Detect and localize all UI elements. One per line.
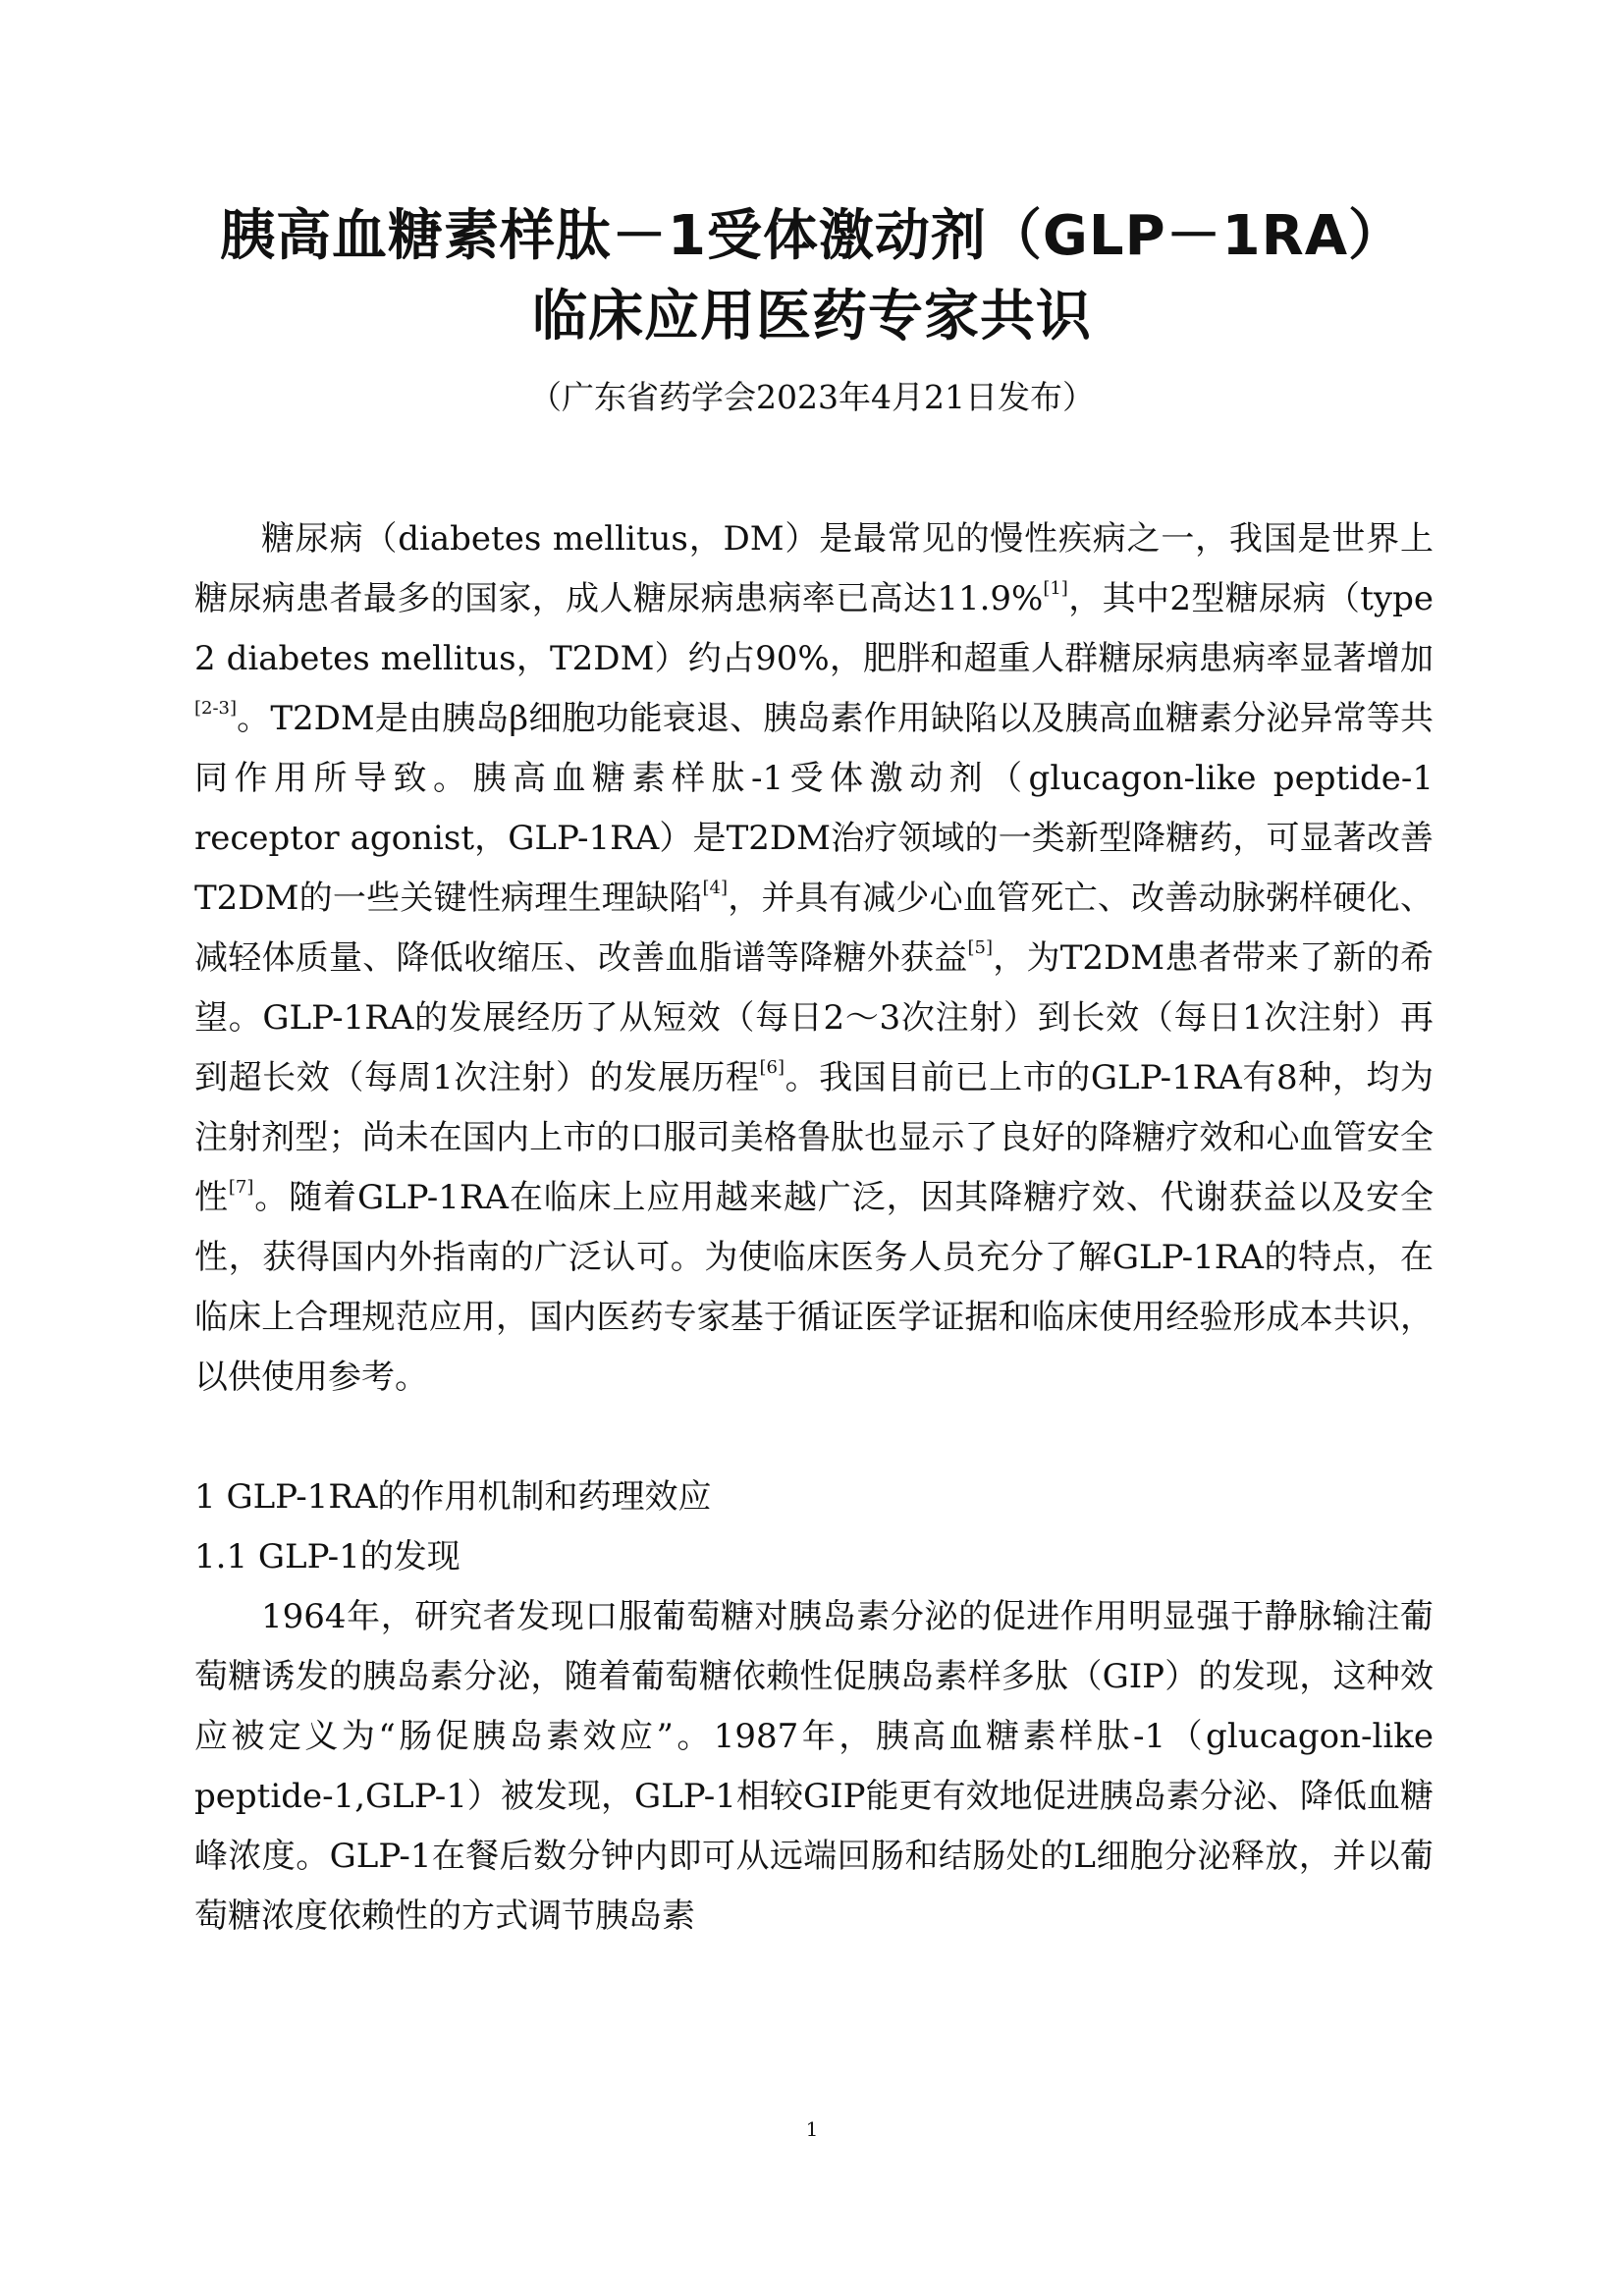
intro-text-2: ，其中2型糖尿病（type 2 diabetes mellitus，T2DM）约占90%，肥胖和超重人群糖尿病患病率显著增加: [194, 579, 1434, 678]
section-1-1-heading: 1.1 GLP-1的发现: [194, 1537, 460, 1576]
citation-1: [1]: [1043, 577, 1068, 599]
citation-7: [7]: [228, 1176, 254, 1198]
document-body: [194, 509, 1434, 1947]
document-subtitle: （广东省药学会2023年4月21日发布）: [529, 378, 1095, 416]
paragraph-spacer: [194, 1408, 1434, 1468]
citation-5: [5]: [967, 936, 993, 958]
intro-text-3: 。T2DM是由胰岛β细胞功能衰退、胰岛素作用缺陷以及胰高血糖素分泌异常等共同作用所导致。胰高血糖素样肽-1受体激动剂（glucagon-like peptide-1 receptor agonist，GLP-1RA）是T2DM治疗领域的一类新型降糖药，可显著改善T2DM的一些关键性病理生理缺陷: [194, 699, 1434, 918]
document-title-line-1: 胰高血糖素样肽－1受体激动剂（GLP－1RA）: [219, 204, 1405, 268]
intro-text-1: 糖尿病（diabetes mellitus，DM）是最常见的慢性疾病之一，我国是世界上糖尿病患者最多的国家，成人糖尿病患病率已高达11.9%: [194, 519, 1434, 618]
citation-2-3: [2-3]: [194, 697, 238, 719]
section-1-heading: 1 GLP-1RA的作用机制和药理效应: [194, 1477, 712, 1517]
page-number: 1: [805, 2117, 819, 2141]
document-title-line-2: 临床应用医药专家共识: [532, 285, 1092, 348]
intro-text-7: 。随着GLP-1RA在临床上应用越来越广泛，因其降糖疗效、代谢获益以及安全性，获得国内外指南的广泛认可。为使临床医务人员充分了解GLP-1RA的特点，在临床上合理规范应用，国内医药专家基于循证医学证据和临床使用经验形成本共识，以供使用参考。: [194, 1178, 1434, 1397]
intro-text-4: ，并具有减少心血管死亡、改善动脉粥样硬化、减轻体质量、降低收缩压、改善血脂谱等降糖外获益: [194, 879, 1434, 978]
intro-text-6: 。我国目前已上市的GLP-1RA有8种，均为注射剂型；尚未在国内上市的口服司美格鲁肽也显示了良好的降糖疗效和心血管安全性: [194, 1058, 1434, 1217]
section-1-1-paragraph: 1964年，研究者发现口服葡萄糖对胰岛素分泌的促进作用明显强于静脉输注葡萄糖诱发的胰岛素分泌，随着葡萄糖依赖性促胰岛素样多肽（GIP）的发现，这种效应被定义为“肠促胰岛素效应”。1987年，胰高血糖素样肽-1（glucagon-like peptide-1,GLP-1）被发现，GLP-1相较GIP能更有效地促进胰岛素分泌、降低血糖峰浓度。GLP-1在餐后数分钟内即可从远端回肠和结肠处的L细胞分泌释放，并以葡萄糖浓度依赖性的方式调节胰岛素: [194, 1597, 1434, 1936]
intro-text-5: ，为T2DM患者带来了新的希望。GLP-1RA的发展经历了从短效（每日2～3次注射）到长效（每日1次注射）再到超长效（每周1次注射）的发展历程: [194, 938, 1434, 1097]
citation-6: [6]: [759, 1056, 785, 1078]
intro-paragraph: [194, 509, 1434, 1408]
citation-4: [4]: [702, 877, 728, 898]
